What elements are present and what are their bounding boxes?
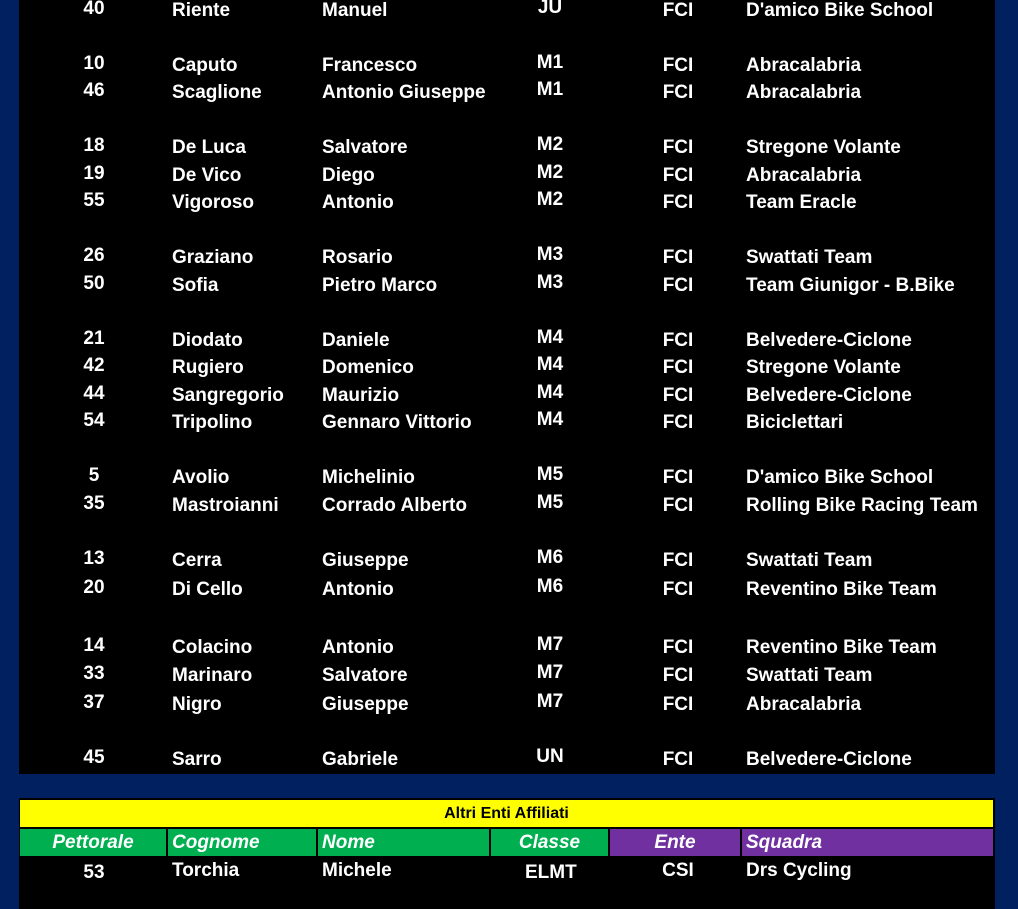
table-row [19,662,995,691]
classe-cell: M6 [536,547,564,568]
squadra-cell: Reventino Bike Team [746,637,937,658]
ente-cell: FCI [662,275,694,296]
header-ente: Ente [610,829,740,856]
classe-cell: M3 [536,272,564,293]
ente-cell: FCI [662,579,694,600]
classe-cell: JU [537,0,563,18]
cognome-cell: Nigro [172,694,222,715]
squadra-cell: Abracalabria [746,165,862,186]
classe-cell: M1 [536,79,564,100]
table-row [19,547,995,576]
table-row [19,134,995,163]
pettorale-cell: 40 [83,0,105,19]
cognome-cell: Cerra [172,550,222,571]
nome-cell: Daniele [322,330,390,351]
nome-cell: Michelinio [322,467,415,488]
cognome-cell: Avolio [172,467,230,488]
classe-cell: M7 [536,691,564,712]
cognome-cell: Colacino [172,637,253,658]
squadra-cell: Reventino Bike Team [746,579,937,600]
cognome-cell: Tripolino [172,412,253,433]
squadra-cell: Team Giunigor - B.Bike [746,275,955,296]
cognome-cell: Sarro [172,749,222,770]
ente-cell: FCI [662,55,694,76]
table-row [19,691,995,720]
altri-row [19,860,995,886]
nome-cell: Giuseppe [322,550,409,571]
cognome-cell: Di Cello [172,579,243,600]
cognome-cell: Graziano [172,247,254,268]
ente-cell: FCI [662,137,694,158]
header-pettorale: Pettorale [20,829,166,856]
header-nome: Nome [318,829,489,856]
nome-cell: Antonio [322,192,394,213]
pettorale-cell: 21 [83,328,105,349]
ente-cell: FCI [662,495,694,516]
cognome-cell: Riente [172,0,231,21]
pettorale-cell: 42 [83,355,105,376]
nome-cell: Corrado Alberto [322,495,467,516]
squadra-cell: Swattati Team [746,665,873,686]
table-row [19,576,995,605]
pettorale-cell: 10 [83,53,105,74]
classe-cell: M3 [536,244,564,265]
cognome-cell: De Vico [172,165,242,186]
nome-cell: Antonio [322,579,394,600]
squadra-cell: Abracalabria [746,55,862,76]
pettorale-cell: 54 [83,410,105,431]
pettorale-cell: 14 [83,635,105,656]
cognome-cell: Torchia [172,860,240,881]
nome-cell: Francesco [322,55,418,76]
squadra-cell: D'amico Bike School [746,467,934,488]
squadra-cell: Stregone Volante [746,137,901,158]
pettorale-cell: 37 [83,692,105,713]
pettorale-cell: 50 [83,273,105,294]
classe-cell: M7 [536,662,564,683]
table-row [19,464,995,493]
squadra-cell: D'amico Bike School [746,0,934,21]
nome-cell: Rosario [322,247,393,268]
ente-cell: FCI [662,749,694,770]
cognome-cell: De Luca [172,137,246,158]
table-row [19,79,995,108]
nome-cell: Maurizio [322,385,400,406]
classe-cell: M2 [536,134,564,155]
pettorale-cell: 5 [88,465,100,486]
squadra-cell: Abracalabria [746,82,862,103]
nome-cell: Antonio [322,637,394,658]
results-sheet [19,0,995,774]
ente-cell: FCI [662,82,694,103]
nome-cell: Pietro Marco [322,275,438,296]
pettorale-cell: 26 [83,245,105,266]
cognome-cell: Sofia [172,275,219,296]
nome-cell: Michele [322,860,392,881]
classe-cell: M4 [536,327,564,348]
ente-cell: FCI [662,330,694,351]
header-cognome: Cognome [168,829,316,856]
squadra-cell: Belvedere-Ciclone [746,749,912,770]
pettorale-cell: 33 [83,663,105,684]
squadra-cell: Swattati Team [746,550,873,571]
squadra-cell: Belvedere-Ciclone [746,330,912,351]
table-row [19,52,995,81]
nome-cell: Domenico [322,357,414,378]
squadra-cell: Stregone Volante [746,357,901,378]
ente-cell: FCI [662,165,694,186]
pettorale-cell: 44 [83,383,105,404]
table-row [19,244,995,273]
table-row [19,409,995,438]
table-row [19,746,995,775]
table-row [19,492,995,521]
cognome-cell: Scaglione [172,82,262,103]
classe-cell: ELMT [525,862,577,883]
pettorale-cell: 46 [83,80,105,101]
pettorale-cell: 18 [83,135,105,156]
squadra-cell: Belvedere-Ciclone [746,385,912,406]
squadra-cell: Swattati Team [746,247,873,268]
cognome-cell: Mastroianni [172,495,279,516]
ente-cell: FCI [662,0,694,21]
ente-cell: FCI [662,357,694,378]
squadra-cell: Biciclettari [746,412,844,433]
ente-cell: FCI [662,192,694,213]
pettorale-cell: 53 [83,862,105,883]
nome-cell: Manuel [322,0,388,21]
ente-cell: CSI [662,860,694,881]
classe-cell: M7 [536,634,564,655]
classe-cell: M4 [536,354,564,375]
table-row [19,382,995,411]
nome-cell: Giuseppe [322,694,409,715]
table-row [19,354,995,383]
squadra-cell: Drs Cycling [746,860,852,881]
cognome-cell: Caputo [172,55,238,76]
header-squadra: Squadra [742,829,993,856]
cognome-cell: Vigoroso [172,192,254,213]
squadra-cell: Team Eracle [746,192,857,213]
classe-cell: M2 [536,189,564,210]
classe-cell: M5 [536,492,564,513]
cognome-cell: Diodato [172,330,243,351]
squadra-cell: Rolling Bike Racing Team [746,495,978,516]
ente-cell: FCI [662,550,694,571]
classe-cell: M5 [536,464,564,485]
ente-cell: FCI [662,637,694,658]
classe-cell: M2 [536,162,564,183]
ente-cell: FCI [662,665,694,686]
table-row [19,162,995,191]
classe-cell: UN [536,746,564,767]
pettorale-cell: 35 [83,493,105,514]
classe-cell: M1 [536,52,564,73]
ente-cell: FCI [662,412,694,433]
altri-enti-section [19,798,995,909]
nome-cell: Gabriele [322,749,399,770]
pettorale-cell: 45 [83,747,105,768]
ente-cell: FCI [662,247,694,268]
squadra-cell: Abracalabria [746,694,862,715]
ente-cell: FCI [662,694,694,715]
nome-cell: Salvatore [322,137,408,158]
classe-cell: M6 [536,576,564,597]
table-row [19,327,995,356]
pettorale-cell: 55 [83,190,105,211]
pettorale-cell: 20 [83,577,105,598]
header-classe: Classe [491,829,608,856]
pettorale-cell: 19 [83,163,105,184]
cognome-cell: Marinaro [172,665,253,686]
table-row [19,634,995,663]
table-row [19,272,995,301]
table-row [19,189,995,218]
nome-cell: Diego [322,165,375,186]
nome-cell: Salvatore [322,665,408,686]
ente-cell: FCI [662,467,694,488]
classe-cell: M4 [536,409,564,430]
ente-cell: FCI [662,385,694,406]
classe-cell: M4 [536,382,564,403]
cognome-cell: Sangregorio [172,385,284,406]
section-title-text: Altri Enti Affiliati [444,804,569,822]
table-row [19,0,995,26]
nome-cell: Antonio Giuseppe [322,82,486,103]
cognome-cell: Rugiero [172,357,244,378]
pettorale-cell: 13 [83,548,105,569]
nome-cell: Gennaro Vittorio [322,412,472,433]
section-title [20,800,993,827]
